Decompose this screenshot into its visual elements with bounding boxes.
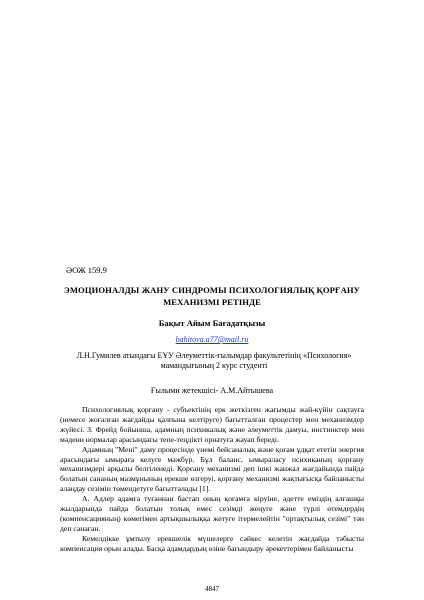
page-number: 4847 — [205, 585, 219, 593]
author-email-link[interactable]: bahitova.a77@mail.ru — [175, 335, 249, 344]
author-affiliation: Л.Н.Гумилев атындағы ЕҰУ Әлеуметтік-ғылымдар факультетінің «Психология» мамандығының 2 курс студенті — [76, 351, 352, 370]
scientific-advisor: Ғылыми жетекшісі- А.М.Айтышева — [150, 386, 274, 395]
body-paragraph: Психологиялық қорғану - субъектінің ерк жеткізген жағымды жай-күйін сақтауға (немесе жоғалған жағдайды қалпына келтіруге) бағытталған процестер мен механизмдер жүйесі. З. Фрейд бойынша, адамның психикалық және әлеуметтік дамуы, инстинктер мен мәдени нормалар арасындағы тепе-теңдікті орнатуға жауап береді. — [60, 405, 364, 444]
author-name: Бақыт Айым Бағадатқызы — [158, 318, 266, 328]
udc-code: ӘОЖ 159.9 — [66, 265, 107, 275]
body-paragraph: Кемелдікке ұмтылу ерекшелік мүшелерге сәйкес келетін жағдайда тәбысты компенсация орын алады. Басқа адамдардың өзіне бағындыру әрекеттерімен байланысты — [60, 533, 364, 553]
article-body — [60, 405, 364, 554]
body-paragraph: Адамның "Мені" даму процесінде үнемі бейсаналық және қоғам ұдқат ететін энергия арасындағы ымыраға келуге мәжбүр. Бұл баланс, ымыраласу психиканың қорғану механизмдері арқылы белгіленеді. Қорғану механизмі деп ішкі жанжал жағдайында пайда болатын сананың мазмұнының ерекше өзгеруі, қорғану механизмі жақтығысқа байланысты алаңдау сезімін төмендетуге бағытталады [1]. — [60, 444, 364, 494]
article-title: ЭМОЦИОНАЛДЫ ЖАНУ СИНДРОМЫ ПСИХОЛОГИЯЛЫҚ ҚОРҒАНУ МЕХАНИЗМІ РЕТІНДЕ — [63, 285, 361, 307]
body-paragraph: А. Адлер адамға туғаннан бастап оның қоғамға кіруіне, әдетте еміздің алғашқы жылдарында пайда болатын толық емес сезімді жеңуге және түрлі өтемдердің (компенсацияның) көмегімен артықшылыққа жетуге ітермелейтін "ортақтылық сезімі" тән деп санаған. — [60, 494, 364, 533]
